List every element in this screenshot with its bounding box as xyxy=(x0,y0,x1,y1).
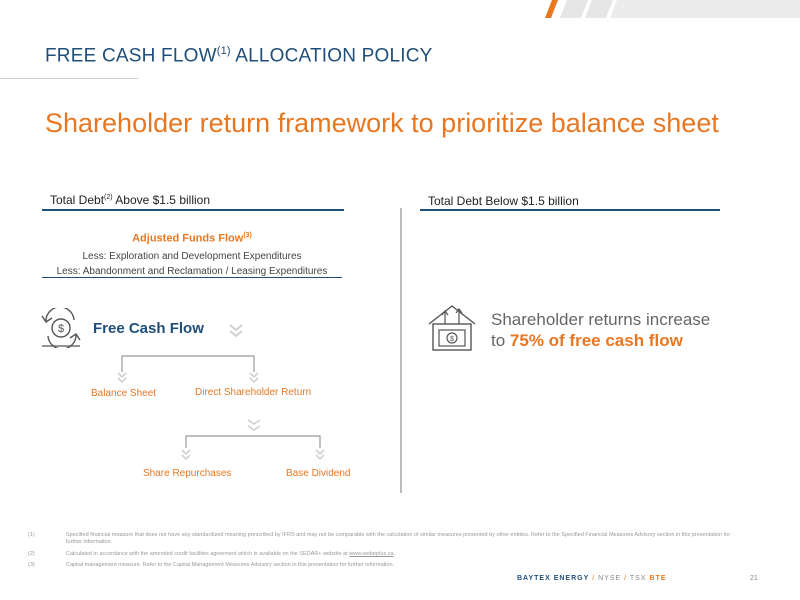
footer-sep-2: / xyxy=(621,575,630,582)
shareholder-returns-statement xyxy=(491,309,710,351)
footnote-3-number: (3) xyxy=(28,562,35,568)
footnote-2-body xyxy=(66,551,746,558)
right-header-rule xyxy=(420,209,720,211)
returns-line-2 xyxy=(491,330,710,351)
base-dividend-label: Base Dividend xyxy=(286,468,351,479)
footnote-1-text: Specified financial measure that does not have any standardized meaning prescribed by IFRS and may not be comparable with the calculation of similar measures presented by other entities. Refer to the Specified Financial Measures Advisory section in this presentation for further information. xyxy=(66,532,731,545)
balance-sheet-label: Balance Sheet xyxy=(91,388,157,399)
funds-flow-rule xyxy=(42,277,342,278)
sedar-link[interactable]: www.sedarplus.ca xyxy=(349,551,394,557)
chevron-down-icon xyxy=(248,420,260,430)
direct-shareholder-return-label: Direct Shareholder Return xyxy=(195,387,312,398)
brand-name: BAYTEX ENERGY xyxy=(517,575,590,582)
footnote-2-after: . xyxy=(393,551,396,557)
chevron-down-icon xyxy=(228,322,244,338)
slide-title-rest: ALLOCATION POLICY xyxy=(230,45,433,67)
circular-dollar-icon xyxy=(40,308,82,348)
allocation-bracket-top xyxy=(110,352,270,392)
less-abandonment: Less: Abandonment and Reclamation / Leasing Expenditures xyxy=(56,266,328,277)
adjusted-funds-flow-label: Adjusted Funds Flow xyxy=(132,232,244,245)
title-divider xyxy=(0,78,138,79)
adjusted-funds-flow-sup: (3) xyxy=(243,232,252,239)
returns-to: to xyxy=(491,331,510,350)
less-exploration: Less: Exploration and Development Expenditures xyxy=(82,251,302,262)
left-header-sup: (2) xyxy=(104,194,113,201)
chevron-down-icon xyxy=(182,450,190,459)
footnote-1-number: (1) xyxy=(28,532,35,538)
svg-text:$: $ xyxy=(57,323,65,335)
left-column-header xyxy=(50,193,210,207)
allocation-bracket-bottom xyxy=(176,418,336,468)
adjusted-funds-flow xyxy=(42,232,342,245)
footer-nyse: NYSE xyxy=(598,575,622,582)
share-repurchases-label: Share Repurchases xyxy=(143,468,232,479)
returns-line-1: Shareholder returns increase xyxy=(491,310,711,329)
footer-tsx: TSX xyxy=(629,575,647,582)
corner-stripe-decoration xyxy=(540,0,800,18)
returns-highlight: 75% of free cash flow xyxy=(509,331,683,350)
svg-text:$: $ xyxy=(450,336,454,343)
free-cash-flow-label: Free Cash Flow xyxy=(93,320,204,337)
footnote-2-text: Calculated in accordance with the amended credit facilities agreement which is available on the SEDAR+ website at xyxy=(66,551,350,557)
house-dollar-growth-icon xyxy=(425,302,479,352)
slide-title xyxy=(45,45,433,67)
slide-title-text: FREE CASH FLOW xyxy=(45,45,217,67)
column-divider xyxy=(400,208,402,493)
left-header-pre: Total Debt xyxy=(50,193,105,207)
page-number: 21 xyxy=(750,575,758,582)
left-header-post: Above $1.5 billion xyxy=(112,193,210,207)
slide-title-footnote-ref: (1) xyxy=(216,45,231,57)
footnote-2-number: (2) xyxy=(28,551,35,557)
right-column-header: Total Debt Below $1.5 billion xyxy=(428,194,579,208)
footer-brand xyxy=(517,575,666,582)
chevron-down-icon xyxy=(316,450,324,459)
footer-sep-1: / xyxy=(589,575,599,582)
footnote-3-text: Capital management measure. Refer to the Capital Management Measures Advisory section in this presentation for further information. xyxy=(66,562,395,568)
left-header-rule xyxy=(42,209,344,211)
chevron-down-icon xyxy=(250,373,258,382)
footer-ticker: BTE xyxy=(649,575,667,582)
chevron-down-icon xyxy=(118,373,126,382)
headline: Shareholder return framework to prioritize balance sheet xyxy=(45,108,719,138)
